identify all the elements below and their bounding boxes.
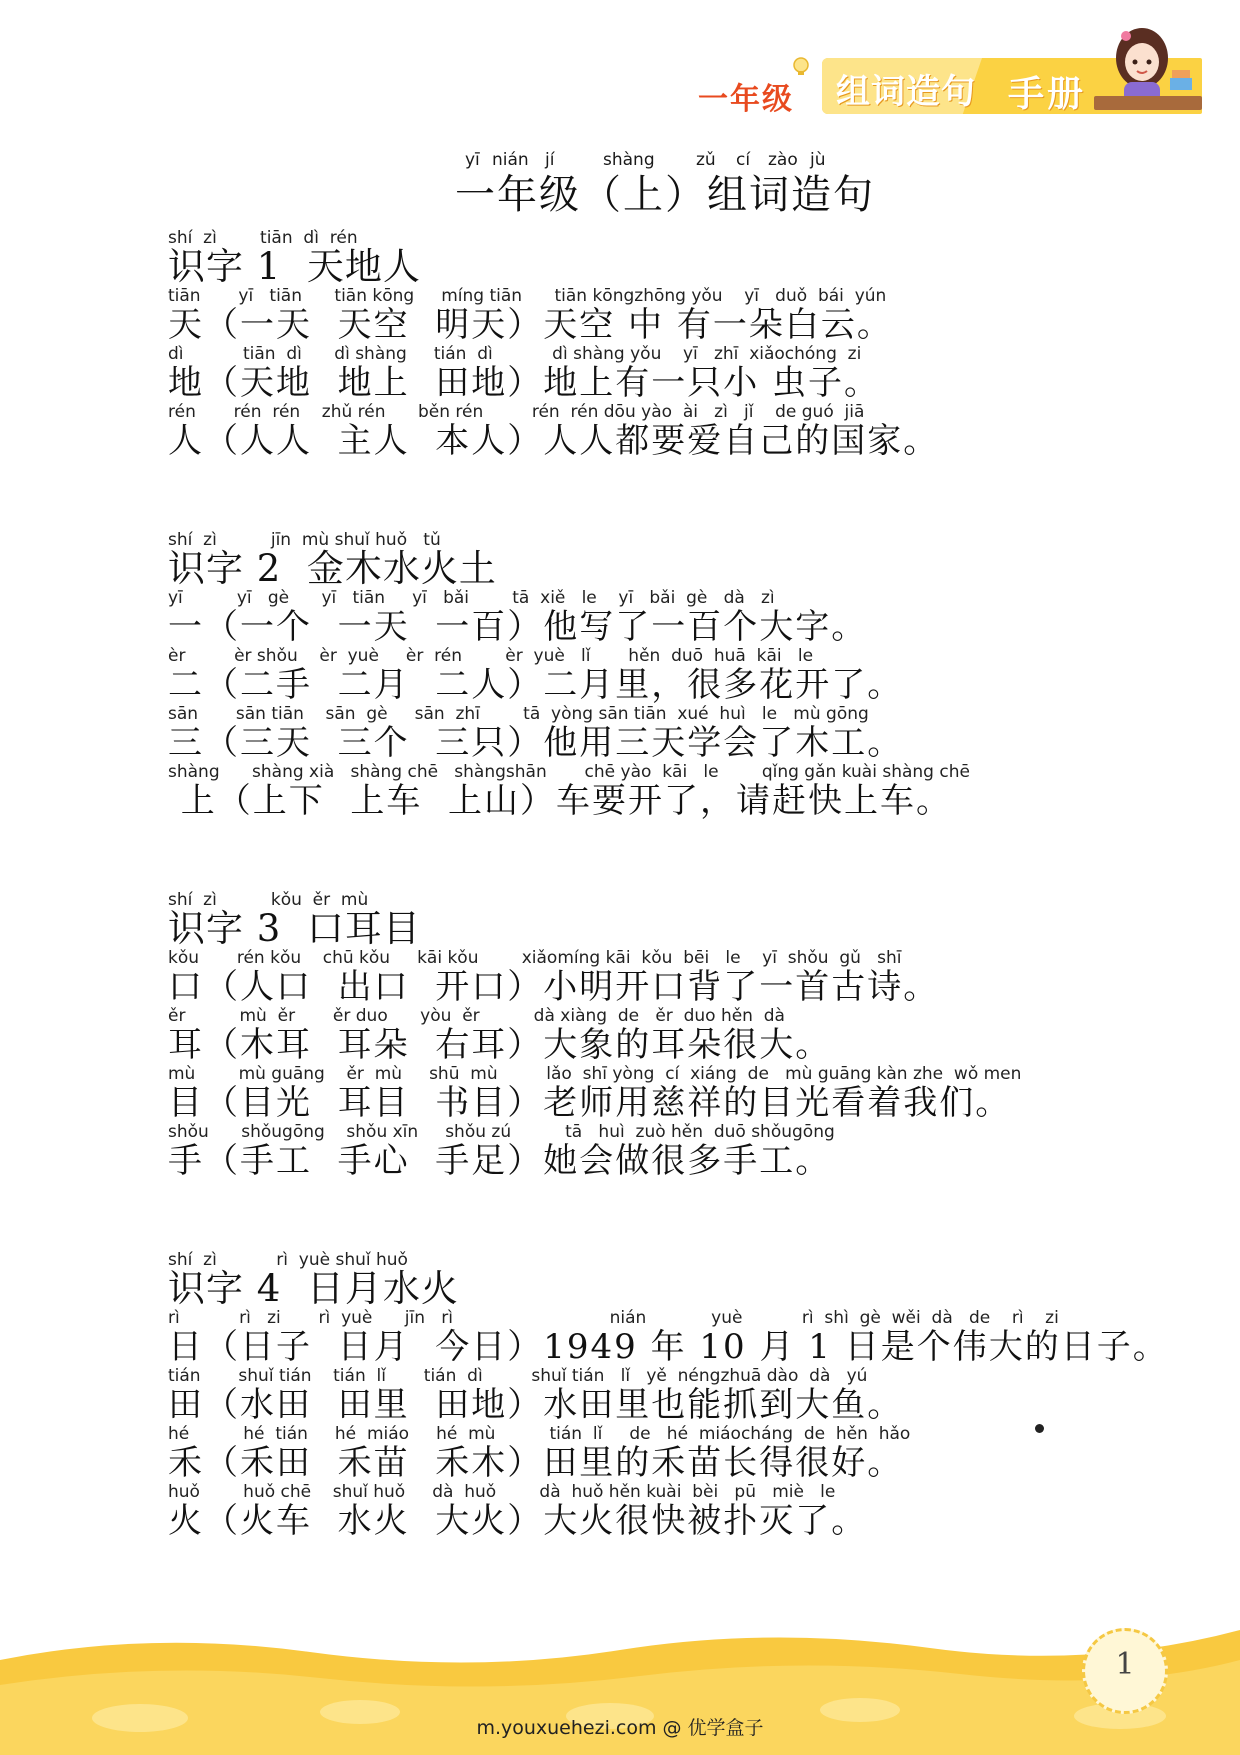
sentence-text: 手（手工 手心 手足）她会做很多手工。	[168, 1141, 832, 1181]
sentence-text: 三（三天 三个 三只）他用三天学会了木工。	[168, 723, 904, 763]
lesson-heading: 识字 2 金木水火土	[168, 547, 497, 590]
sentence-pinyin: dì tiān dì dì shàng tián dì dì shàng yǒu yī zhī xiǎochóng zi	[168, 344, 862, 364]
sentence-text: 耳（木耳 耳朵 右耳）大象的耳朵很大。	[168, 1025, 832, 1065]
sentence-pinyin: hé hé tián hé miáo hé mù tián lǐ de hé miáocháng de hěn hǎo	[168, 1424, 911, 1444]
sentence-pinyin: tiān yī tiān tiān kōng míng tiān tiān kōngzhōng yǒu yī duǒ bái yún	[168, 286, 887, 306]
sentence-pinyin: shàng shàng xià shàng chē shàngshān chē yào kāi le qǐng gǎn kuài shàng chē	[168, 762, 970, 782]
sentence-pinyin: rén rén rén zhǔ rén běn rén rén rén dōu yào ài zì jǐ de guó jiā	[168, 402, 865, 422]
title-pinyin-syllable: zǔ	[696, 150, 716, 170]
sentence-text: 目（目光 耳目 书目）老师用慈祥的目光看着我们。	[168, 1083, 1012, 1123]
footer-site: m.youxuehezi.com @ 优学盒子	[476, 1717, 764, 1739]
sentence-pinyin: rì rì zi rì yuè jīn rì nián yuè rì shì gè wěi dà de rì zi	[168, 1308, 1059, 1328]
lesson-section	[168, 530, 1168, 820]
lesson-heading: 识字 3 口耳目	[168, 907, 421, 950]
sentence-text: 二（二手 二月 二人）二月里，很多花开了。	[168, 665, 904, 705]
lesson-pinyin: shí zì rì yuè shuǐ huǒ	[168, 1250, 408, 1270]
sentence-text: 口（人口 出口 开口）小明开口背了一首古诗。	[168, 967, 940, 1007]
header-book-label: 手册	[1008, 74, 1087, 115]
header-title: 组词造句	[836, 72, 976, 112]
sentence-pinyin: kǒu rén kǒu chū kǒu kāi kǒu xiǎomíng kāi kǒu bēi le yī shǒu gǔ shī	[168, 948, 902, 968]
title-pinyin-syllable: nián	[492, 150, 529, 170]
stray-dot	[1035, 1424, 1044, 1433]
lesson-pinyin: shí zì kǒu ěr mù	[168, 890, 369, 910]
sentence-text: 地（天地 地上 田地）地上有一只小 虫子。	[168, 363, 881, 403]
lesson-section	[168, 228, 1168, 460]
sentence-pinyin: tián shuǐ tián tián lǐ tián dì shuǐ tián lǐ yě néngzhuā dào dà yú	[168, 1366, 868, 1386]
sentence-pinyin: ěr mù ěr ěr duo yòu ěr dà xiàng de ěr duo hěn dà	[168, 1006, 785, 1026]
title-pinyin	[455, 150, 855, 172]
sentence-text: 天（一天 天空 明天）天空 中 有一朵白云。	[168, 305, 893, 345]
sentence-pinyin: shǒu shǒugōng shǒu xīn shǒu zú tā huì zuò hěn duō shǒugōng	[168, 1122, 835, 1142]
title-pinyin-syllable: shàng	[603, 150, 655, 170]
lesson-section	[168, 890, 1168, 1180]
title-pinyin-syllable: jù	[810, 150, 826, 170]
sentence-text: 火（火车 水火 大火）大火很快被扑灭了。	[168, 1501, 868, 1541]
sentence-text: 上（上下 上车 上山）车要开了，请赶快上车。	[168, 781, 953, 821]
sentence-text: 人（人人 主人 本人）人人都要爱自己的国家。	[168, 421, 940, 461]
lesson-pinyin: shí zì tiān dì rén	[168, 228, 358, 248]
sentence-text: 禾（禾田 禾苗 禾木）田里的禾苗长得很好。	[168, 1443, 904, 1483]
lesson-section	[168, 1250, 1168, 1540]
sentence-text: 日（日子 日月 今日）1949 年 10 月 1 日是个伟大的日子。	[168, 1327, 1169, 1367]
sentence-text: 田（水田 田里 田地）水田里也能抓到大鱼。	[168, 1385, 904, 1425]
lesson-heading: 识字 1 天地人	[168, 245, 421, 288]
lightbulb-icon	[790, 56, 812, 78]
sentence-pinyin: èr èr shǒu èr yuè èr rén èr yuè lǐ hěn duō huā kāi le	[168, 646, 814, 666]
lesson-pinyin: shí zì jīn mù shuǐ huǒ tǔ	[168, 530, 441, 550]
title-text: 一年级（上）组词造句	[455, 172, 875, 218]
header-grade: 一年级	[698, 82, 794, 117]
title-pinyin-syllable: jí	[545, 150, 555, 170]
page-number: 1	[1115, 1647, 1135, 1682]
sentence-pinyin: sān sān tiān sān gè sān zhī tā yòng sān tiān xué huì le mù gōng	[168, 704, 869, 724]
desk-decoration	[1094, 96, 1202, 110]
lesson-heading: 识字 4 日月水火	[168, 1267, 459, 1310]
sentence-pinyin: huǒ huǒ chē shuǐ huǒ dà huǒ dà huǒ hěn kuài bèi pū miè le	[168, 1482, 836, 1502]
title-pinyin-syllable: cí	[736, 150, 751, 170]
sentence-pinyin: yī yī gè yī tiān yī bǎi tā xiě le yī bǎi gè dà zì	[168, 588, 775, 608]
sentence-pinyin: mù mù guāng ěr mù shū mù lǎo shī yòng cí xiáng de mù guāng kàn zhe wǒ men	[168, 1064, 1022, 1084]
title-pinyin-syllable: yī	[465, 150, 480, 170]
title-pinyin-syllable: zào	[768, 150, 798, 170]
page-title	[455, 150, 875, 218]
sentence-text: 一（一个 一天 一百）他写了一百个大字。	[168, 607, 868, 647]
content	[168, 228, 1168, 1540]
